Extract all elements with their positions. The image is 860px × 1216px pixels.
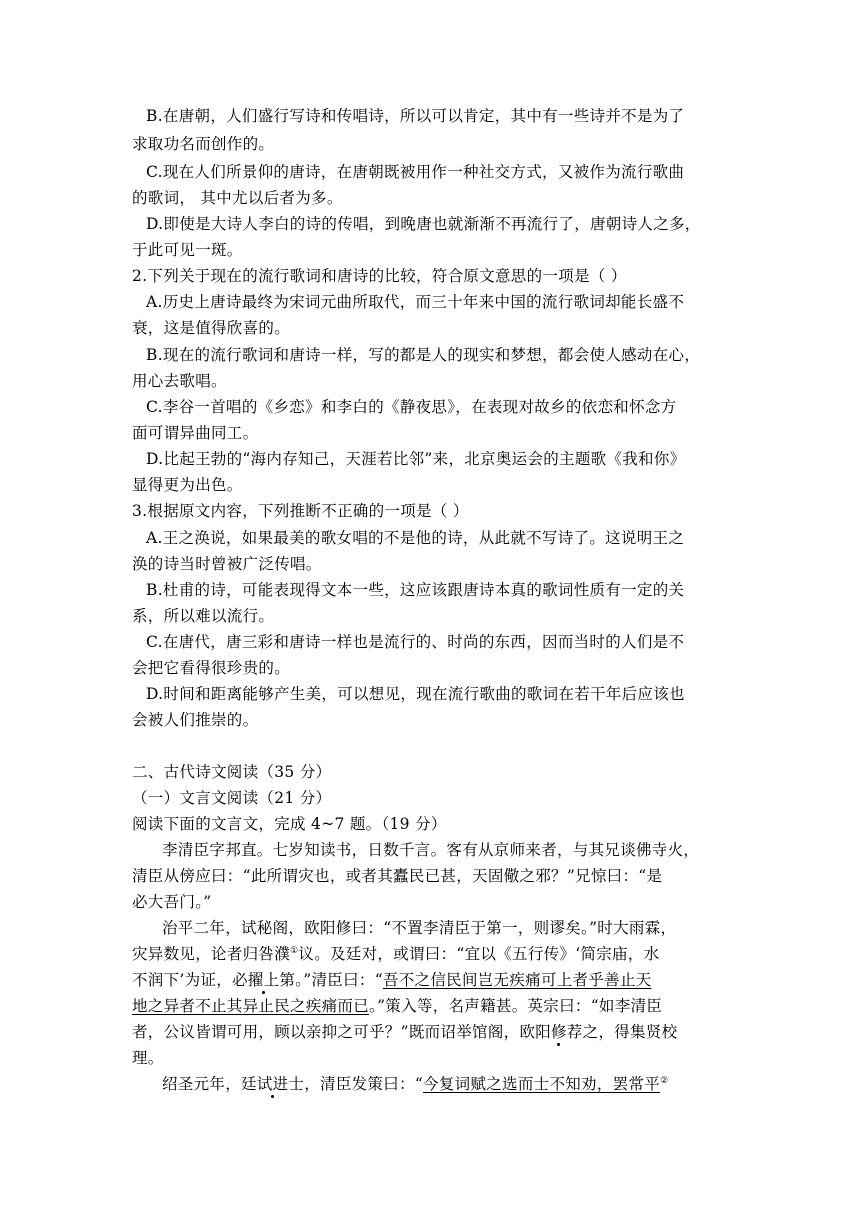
passage-p2-line3	[132, 969, 652, 991]
q3-option-d-line2: 会被人们推崇的。	[132, 711, 259, 729]
passage-text: ，清臣发策曰：“	[304, 1075, 424, 1093]
passage-text: ，得集贤校	[598, 1023, 678, 1041]
q3-option-c-line2: 会把它看得很珍贵的。	[132, 659, 291, 677]
passage-text: 。”策入等，名声籍甚。英宗曰：“如李清臣	[369, 997, 663, 1015]
q1-option-d-line2: 于此可见一斑。	[132, 241, 243, 259]
subsection-heading: （一）文言文阅读（21 分）	[132, 789, 332, 807]
q2-option-d-line2: 显得更为出色。	[132, 476, 243, 494]
q2-option-d-line1: D.比起王勃的“海内存知己，天涯若比邻”来，北京奥运会的主题歌《我和你》	[146, 450, 686, 468]
passage-p2-line2	[132, 943, 659, 965]
q1-option-c-line1: C.现在人们所景仰的唐诗，在唐朝既被用作一种社交方式，又被作为流行歌曲	[146, 163, 685, 181]
passage-text: 不润下’为证，	[132, 971, 233, 989]
passage-p2-line5	[132, 1021, 677, 1043]
q2-option-c-line2: 面可谓异曲同工。	[132, 424, 259, 442]
q2-option-a-line2: 衰，这是值得欣喜的。	[132, 319, 291, 337]
q3-option-b-line1: B.杜甫的诗，可能表现得文本一些，这应该跟唐诗本真的歌词性质有一定的关	[146, 581, 685, 599]
passage-p2-line1: 治平二年，试秘阁，欧阳修曰：“不置李清臣于第一，则谬矣。”时大雨霖，	[162, 919, 677, 937]
q1-option-d-line1: D.即使是大诗人李白的诗的传唱，到晚唐也就渐渐不再流行了，唐朝诗人之多，	[146, 215, 701, 233]
underlined-sentence-part2: 地之异者不止其异止民之疾痛而已	[132, 997, 370, 1015]
q1-option-c-line2: 的歌词， 其中尤以后者为多。	[132, 189, 343, 207]
q2-option-b-line2: 用心去歌唱。	[132, 372, 227, 390]
footnote-marker-1: ①	[290, 945, 299, 956]
footnote-marker-2: ②	[660, 1075, 669, 1086]
q3-option-c-line1: C.在唐代，唐三彩和唐诗一样也是流行的、时尚的东西，因而当时的人们是不	[146, 633, 685, 651]
q2-option-b-line1: B.现在的流行歌词和唐诗一样，写的都是人的现实和梦想，都会使人感动在心，	[146, 346, 701, 364]
passage-p3-line1	[162, 1073, 668, 1095]
passage-p1-line1: 李清臣字邦直。七岁知读书，日数千言。客有从京师来者，与其兄谈佛寺火，	[162, 841, 700, 859]
dotted-phrase-tingshi: 廷试进士	[241, 1075, 305, 1093]
passage-text: 灾异数见，论者归咎濮	[132, 945, 291, 963]
q2-option-c-line1: C.李谷一首唱的《乡恋》和李白的《静夜思》，在表现对故乡的依恋和怀念方	[146, 398, 677, 416]
q1-option-b-line2: 求取功名而创作的。	[132, 135, 275, 153]
dotted-phrase-bizhuo: 必擢上第	[232, 971, 296, 989]
q3-option-b-line2: 系，所以难以流行。	[132, 607, 275, 625]
underlined-sentence-3: 今复词赋之选而士不知劝，罢常平	[423, 1075, 661, 1093]
q3-option-d-line1: D.时间和距离能够产生美，可以想见，现在流行歌曲的歌词在若干年后应该也	[146, 685, 685, 703]
passage-p1-line2: 清臣从傍应曰：“此所谓灾也，或者其蠹民已甚，天固儆之邪？”兄惊曰：“是	[132, 867, 663, 885]
passage-p1-line3: 必大吾门。”	[132, 893, 212, 911]
passage-p2-line4	[132, 995, 662, 1017]
q2-stem: 2.下列关于现在的流行歌词和唐诗的比较，符合原文意思的一项是（ ）	[132, 267, 627, 285]
q3-option-a-line2: 涣的诗当时曾被广泛传唱。	[132, 555, 322, 573]
passage-text: 议。及廷对，或谓曰：“宜以《五行传》‘简宗庙，水	[298, 945, 660, 963]
passage-p2-line6: 理。	[132, 1049, 164, 1067]
passage-text: 绍圣元年，	[162, 1075, 242, 1093]
q3-option-a-line1: A.王之涣说，如果最美的歌女唱的不是他的诗，从此就不写诗了。这说明王之	[146, 529, 685, 547]
section-heading: 二、古代诗文阅读（35 分）	[132, 763, 332, 781]
passage-text: 者，公议皆谓可用，顾以亲抑之可乎？”既而诏举馆阁，	[132, 1023, 520, 1041]
q1-option-b-line1: B.在唐朝，人们盛行写诗和传唱诗，所以可以肯定，其中有一些诗并不是为了	[146, 107, 685, 125]
dotted-phrase-ouyang: 欧阳修荐之	[519, 1023, 599, 1041]
reading-instruction: 阅读下面的文言文，完成 4~7 题。（19 分）	[132, 815, 447, 833]
underlined-sentence-part1: 吾不之信民间岂无疾痛可上者乎善止天	[382, 971, 652, 989]
q3-stem: 3.根据原文内容，下列推断不正确的一项是（ ）	[132, 502, 469, 520]
q2-option-a-line1: A.历史上唐诗最终为宋词元曲所取代，而三十年来中国的流行歌词却能长盛不	[146, 293, 685, 311]
passage-text: 。”清臣曰：“	[295, 971, 383, 989]
